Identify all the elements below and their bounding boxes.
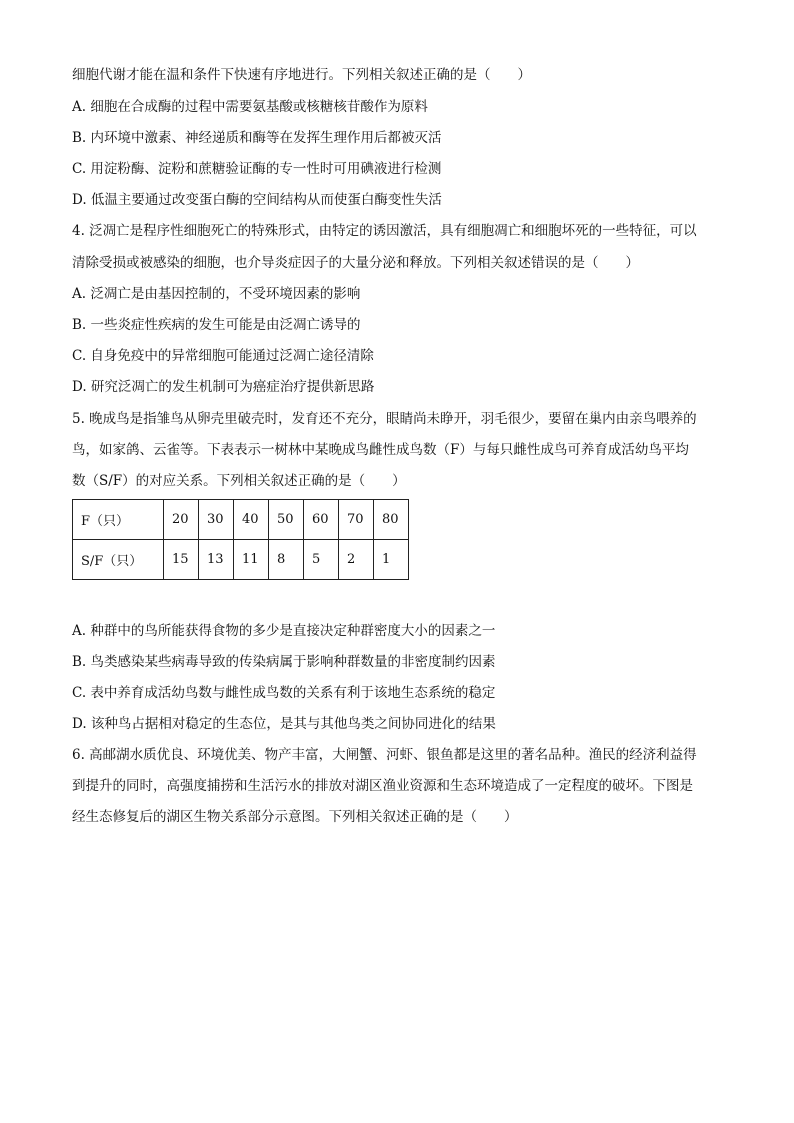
table-cell: 8 bbox=[269, 540, 304, 580]
q6-stem-line3: 经生态修复后的湖区生物关系部分示意图。下列相关叙述正确的是（ ） bbox=[72, 809, 518, 825]
q5-stem-line3: 数（S/F）的对应关系。下列相关叙述正确的是（ ） bbox=[72, 473, 406, 489]
table-row-label: F（只） bbox=[73, 500, 164, 540]
q4-option-b: B. 一些炎症性疾病的发生可能是由泛凋亡诱导的 bbox=[72, 317, 361, 333]
q3-option-b: B. 内环境中激素、神经递质和酶等在发挥生理作用后都被灭活 bbox=[72, 130, 442, 146]
table-row-sf bbox=[73, 540, 409, 580]
table-cell: 1 bbox=[374, 540, 409, 580]
table-cell: 40 bbox=[234, 500, 269, 540]
table-row-f bbox=[73, 500, 409, 540]
q5-option-b: B. 鸟类感染某些病毒导致的传染病属于影响种群数量的非密度制约因素 bbox=[72, 654, 496, 670]
q6-stem-line2: 到提升的同时，高强度捕捞和生活污水的排放对湖区渔业资源和生态环境造成了一定程度的破坏。下图是 bbox=[72, 778, 693, 794]
table-cell: 15 bbox=[164, 540, 199, 580]
q5-stem-line1: 5. 晚成鸟是指雏鸟从卵壳里破壳时，发育还不充分，眼睛尚未睁开，羽毛很少，要留在巢内由亲鸟喂养的 bbox=[72, 411, 697, 427]
q3-stem-tail: 细胞代谢才能在温和条件下快速有序地进行。下列相关叙述正确的是（ ） bbox=[72, 67, 531, 83]
q6-stem-line1: 6. 高邮湖水质优良、环境优美、物产丰富，大闸蟹、河虾、银鱼都是这里的著名品种。渔民的经济利益得 bbox=[72, 747, 697, 763]
table-cell: 30 bbox=[199, 500, 234, 540]
q5-option-c: C. 表中养育成活幼鸟数与雌性成鸟数的关系有利于该地生态系统的稳定 bbox=[72, 685, 496, 701]
q5-data-table bbox=[72, 499, 409, 580]
q3-option-a: A. 细胞在合成酶的过程中需要氨基酸或核糖核苷酸作为原料 bbox=[72, 99, 428, 115]
q4-option-a: A. 泛凋亡是由基因控制的，不受环境因素的影响 bbox=[72, 286, 361, 302]
q3-option-d: D. 低温主要通过改变蛋白酶的空间结构从而使蛋白酶变性失活 bbox=[72, 192, 442, 208]
q5-stem-line2: 鸟，如家鸽、云雀等。下表表示一树林中某晚成鸟雌性成鸟数（F）与每只雌性成鸟可养育成活幼鸟平均 bbox=[72, 442, 689, 458]
q3-option-c: C. 用淀粉酶、淀粉和蔗糖验证酶的专一性时可用碘液进行检测 bbox=[72, 161, 442, 177]
q4-stem-line2: 清除受损或被感染的细胞，也介导炎症因子的大量分泌和释放。下列相关叙述错误的是（ ） bbox=[72, 255, 639, 271]
q5-option-d: D. 该种鸟占据相对稳定的生态位，是其与其他鸟类之间协同进化的结果 bbox=[72, 716, 496, 732]
table-row-label: S/F（只） bbox=[73, 540, 164, 580]
table-cell: 13 bbox=[199, 540, 234, 580]
q5-option-a: A. 种群中的鸟所能获得食物的多少是直接决定种群密度大小的因素之一 bbox=[72, 623, 496, 639]
table-cell: 70 bbox=[339, 500, 374, 540]
q4-option-c: C. 自身免疫中的异常细胞可能通过泛凋亡途径清除 bbox=[72, 348, 374, 364]
table-cell: 60 bbox=[304, 500, 339, 540]
table-cell: 5 bbox=[304, 540, 339, 580]
table-cell: 11 bbox=[234, 540, 269, 580]
table-cell: 20 bbox=[164, 500, 199, 540]
q4-stem-line1: 4. 泛凋亡是程序性细胞死亡的特殊形式，由特定的诱因激活，具有细胞凋亡和细胞坏死的一些特征，可以 bbox=[72, 223, 697, 239]
table-cell: 2 bbox=[339, 540, 374, 580]
table-cell: 50 bbox=[269, 500, 304, 540]
table-cell: 80 bbox=[374, 500, 409, 540]
q4-option-d: D. 研究泛凋亡的发生机制可为癌症治疗提供新思路 bbox=[72, 379, 375, 395]
